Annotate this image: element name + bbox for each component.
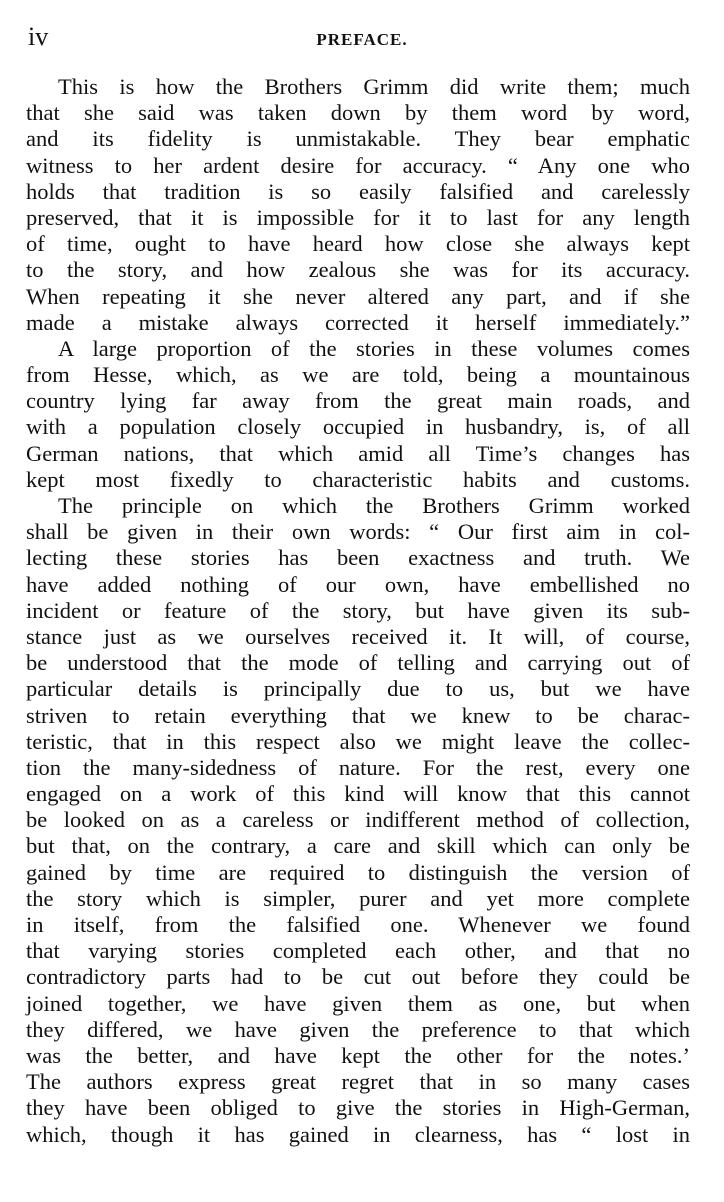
text-line: gained by time are required to distinguish the version of [26, 859, 690, 885]
text-line: but that, on the contrary, a care and skill which can only be [26, 833, 690, 859]
text-line: to the story, and how zealous she was for its accuracy. [26, 257, 690, 283]
text-line: holds that tradition is so easily falsified and carelessly [26, 178, 690, 204]
text-line: they differed, we have given the preference to that which [26, 1016, 690, 1042]
text-line: contradictory parts had to be cut out before they could be [26, 964, 690, 990]
text-line: country lying far away from the great main roads, and [26, 388, 690, 414]
text-line: engaged on a work of this kind will know that this cannot [26, 781, 690, 807]
text-line: incident or feature of the story, but have given its sub- [26, 597, 690, 623]
text-line: When repeating it she never altered any part, and if she [26, 283, 690, 309]
text-line: stance just as we ourselves received it. It will, of course, [26, 623, 690, 649]
text-line: witness to her ardent desire for accuracy. “ Any one who [26, 152, 690, 178]
text-line: made a mistake always corrected it herself immediately.” [26, 309, 690, 335]
text-line: kept most fixedly to characteristic habits and customs. [26, 466, 690, 492]
page-number: iv [28, 22, 49, 51]
text-line: lecting these stories has been exactness and truth. We [26, 545, 690, 571]
text-line: be understood that the mode of telling and carrying out of [26, 650, 690, 676]
text-line: that she said was taken down by them word by word, [26, 100, 690, 126]
text-line: particular details is principally due to us, but we have [26, 676, 690, 702]
text-line: of time, ought to have heard how close she always kept [26, 231, 690, 257]
text-line: teristic, that in this respect also we might leave the collec- [26, 728, 690, 754]
text-line: that varying stories completed each other, and that no [26, 938, 690, 964]
text-line: joined together, we have given them as one, but when [26, 990, 690, 1016]
text-line: the story which is simpler, purer and yet more complete [26, 885, 690, 911]
text-line: was the better, and have kept the other for the notes.’ [26, 1042, 690, 1068]
running-head: PREFACE. [316, 30, 408, 49]
text-line: tion the many-sidedness of nature. For the rest, every one [26, 754, 690, 780]
text-line: be looked on as a careless or indifferent method of collection, [26, 807, 690, 833]
text-line: with a population closely occupied in husbandry, is, of all [26, 414, 690, 440]
text-line: The principle on which the Brothers Grimm worked [58, 493, 690, 518]
text-line: A large proportion of the stories in these volumes comes [58, 335, 690, 361]
text-line: which, though it has gained in clearness, has “ lost in [26, 1121, 690, 1147]
text-line: striven to retain everything that we knew to be charac- [26, 702, 690, 728]
text-line: This is how the Brothers Grimm did write them; much [58, 74, 690, 99]
text-line: they have been obliged to give the stories in High-German, [26, 1095, 690, 1121]
text-line: preserved, that it is impossible for it to last for any length [26, 204, 690, 230]
body-text [26, 74, 690, 1148]
text-line: and its fidelity is unmistakable. They bear emphatic [26, 126, 690, 152]
text-line: The authors express great regret that in so many cases [26, 1069, 690, 1095]
text-line: in itself, from the falsified one. Whenever we found [26, 912, 690, 937]
text-line: shall be given in their own words: “ Our first aim in col- [26, 519, 690, 545]
text-line: from Hesse, which, as we are told, being a mountainous [26, 362, 690, 388]
text-line: German nations, that which amid all Time’s changes has [26, 440, 690, 466]
text-line: have added nothing of our own, have embellished no [26, 571, 690, 597]
